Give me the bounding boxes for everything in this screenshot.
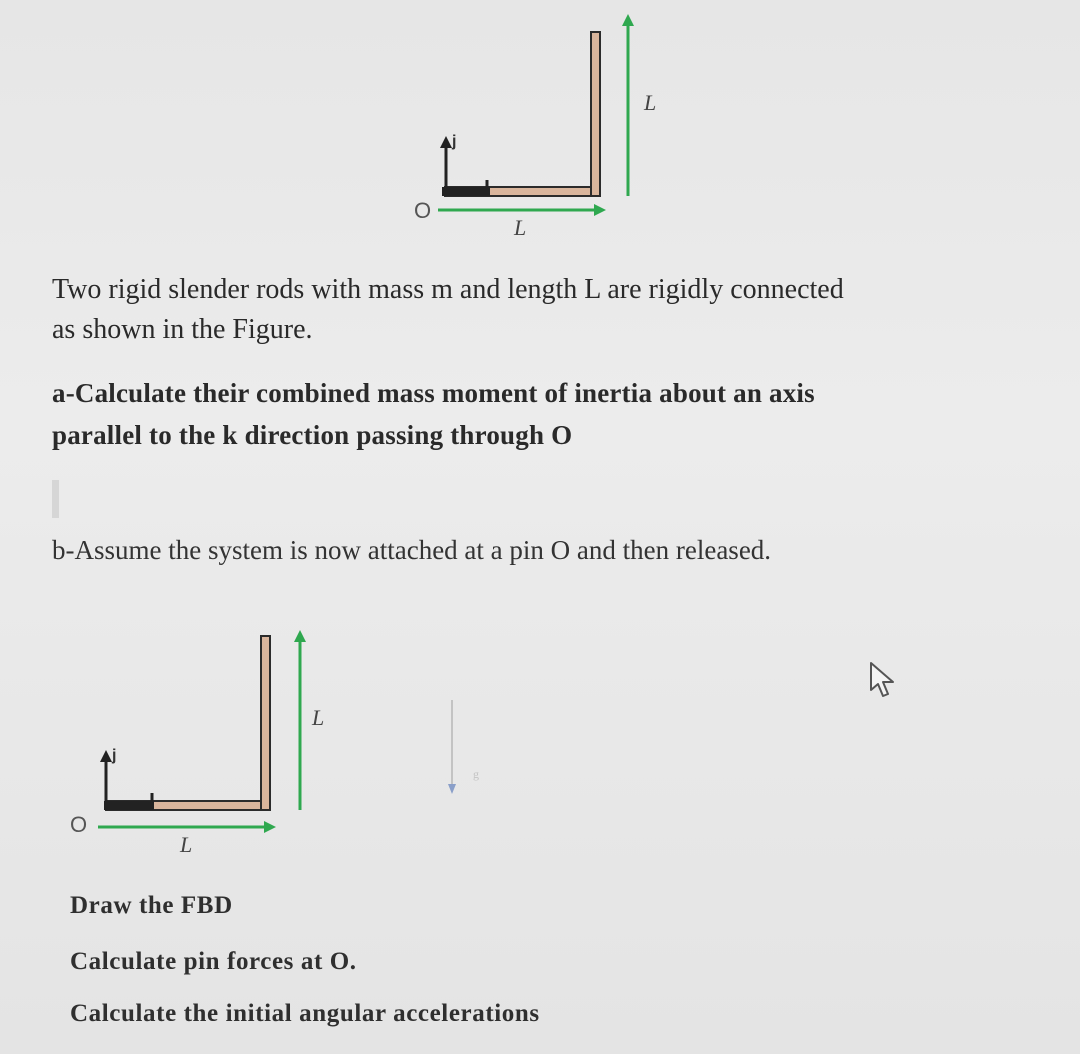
part-a-line-1: a-Calculate their combined mass moment of inertia about an axis — [52, 378, 815, 408]
problem-intro-line-1: Two rigid slender rods with mass m and length L are rigidly connected — [52, 274, 844, 305]
part-b-statement: b-Assume the system is now attached at a pin O and then released. — [52, 535, 772, 565]
problem-intro-line-2: as shown in the Figure. — [52, 314, 313, 345]
vertical-length-label: L — [644, 90, 657, 115]
origin-label: O — [414, 198, 432, 223]
horizontal-length-label: L — [514, 215, 527, 240]
mouse-pointer-icon — [868, 660, 902, 700]
rod-end-segment — [104, 801, 154, 810]
rod-end-segment — [442, 187, 490, 196]
part-a-line-2: parallel to the k direction passing through O — [52, 420, 573, 450]
unit-vector-j-label: j — [112, 747, 117, 764]
gravity-label: g — [473, 767, 479, 781]
bottom-figure — [70, 620, 330, 860]
gravity-arrow — [440, 700, 490, 800]
horizontal-length-label: L — [180, 832, 193, 857]
task-pin-forces: Calculate pin forces at O. — [70, 948, 357, 975]
unit-vector-j-label: j — [452, 133, 457, 150]
problem-intro — [52, 270, 844, 350]
origin-label: O — [70, 812, 88, 837]
vertical-rod — [591, 32, 600, 196]
vertical-length-label: L — [312, 705, 325, 730]
part-a-question — [52, 372, 815, 456]
top-figure — [400, 10, 680, 240]
task-angular-accelerations: Calculate the initial angular accelerations — [70, 1000, 540, 1027]
vertical-rod — [261, 636, 270, 810]
text-cursor-marker — [52, 480, 59, 518]
task-draw-fbd: Draw the FBD — [70, 892, 233, 919]
